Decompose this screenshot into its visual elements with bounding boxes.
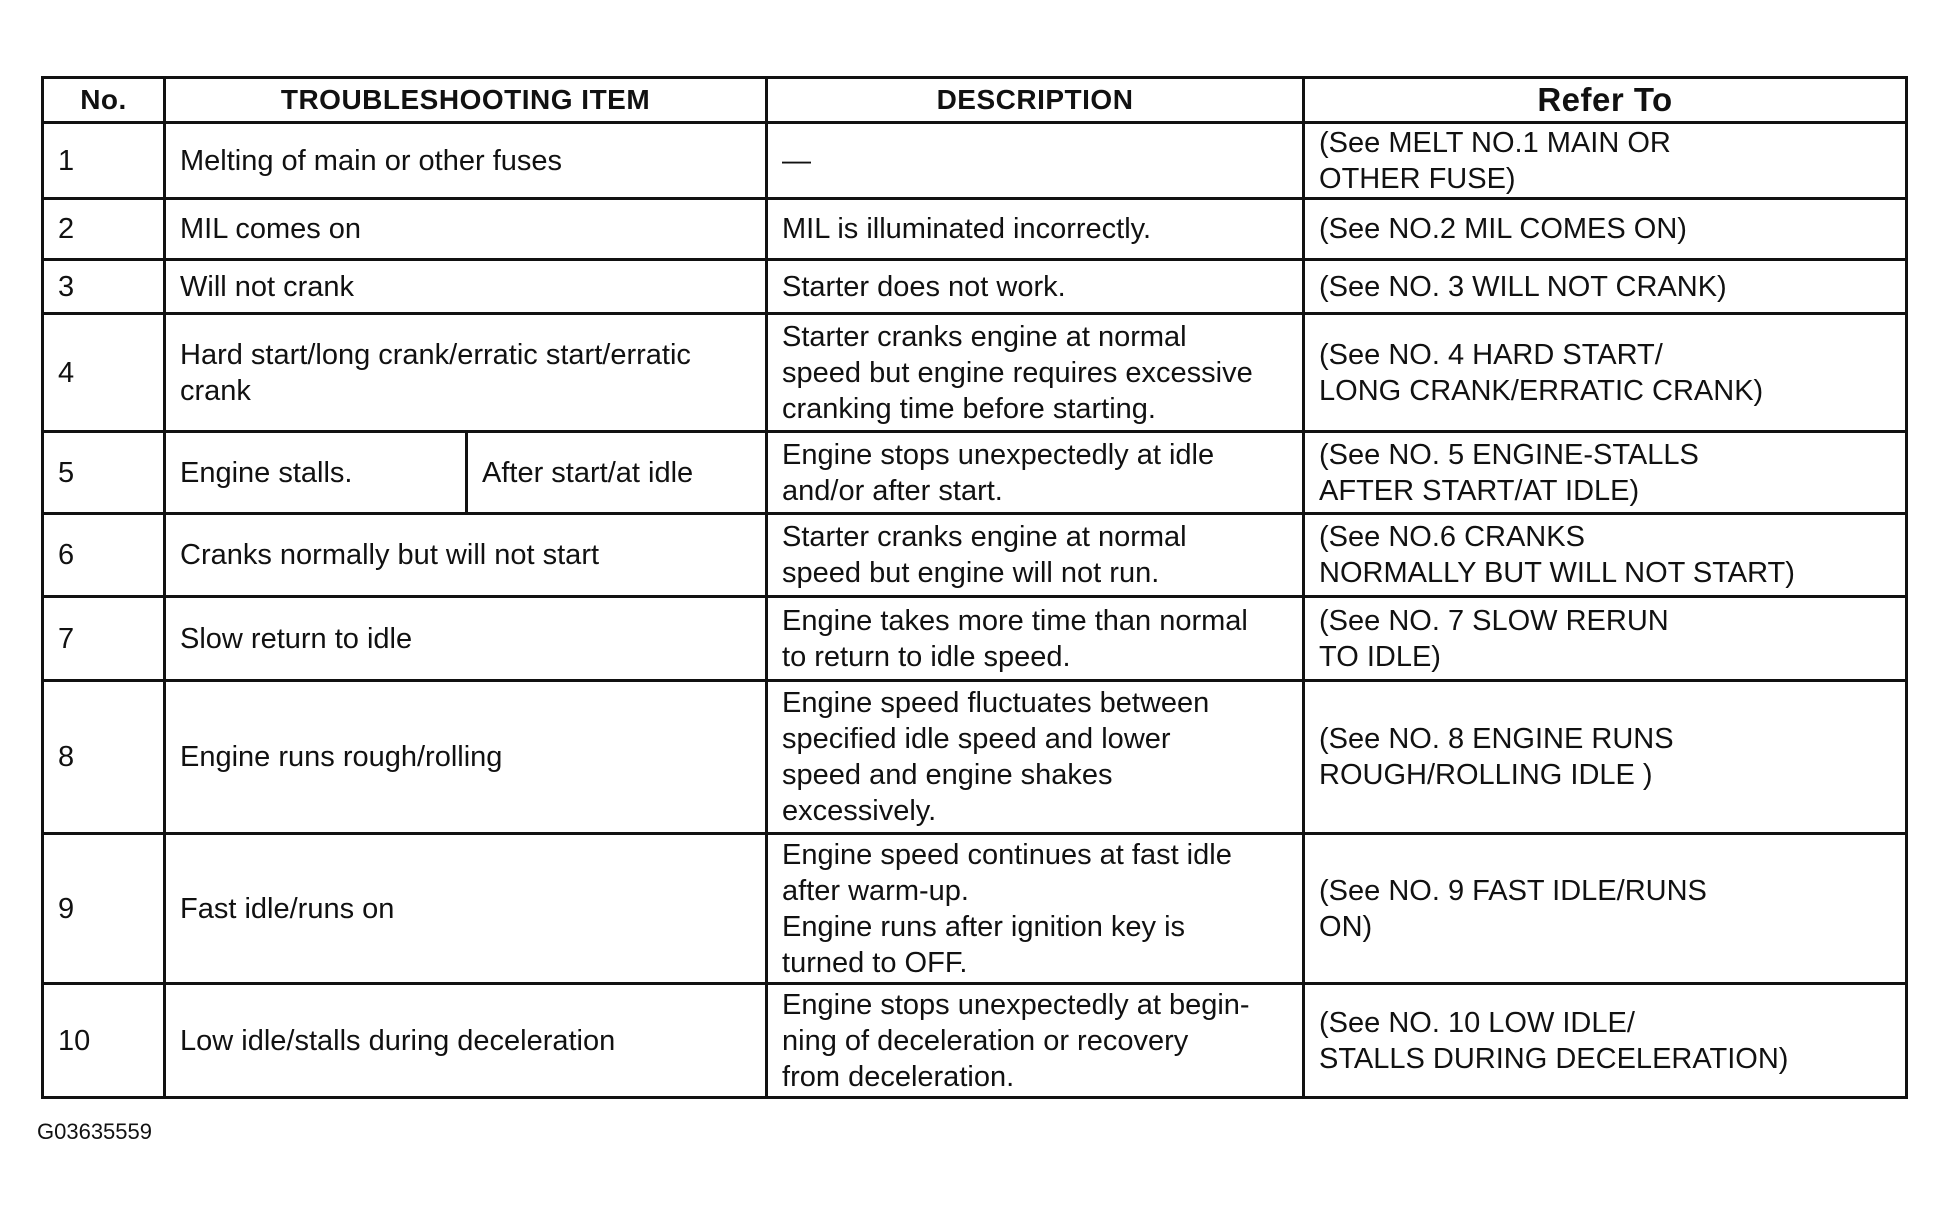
troubleshooting-item: Low idle/stalls during deceleration <box>165 984 767 1098</box>
troubleshooting-item: Will not crank <box>165 260 767 314</box>
row-number: 6 <box>43 514 165 597</box>
table-row <box>43 432 1907 514</box>
header-troubleshooting-item: TROUBLESHOOTING ITEM <box>165 78 767 123</box>
description: Engine speed continues at fast idle after warm-up. Engine runs after ignition key is turned to OFF. <box>767 834 1304 984</box>
refer-to: (See NO. 5 ENGINE-STALLS AFTER START/AT IDLE) <box>1304 432 1907 514</box>
table-row <box>43 834 1907 984</box>
table-row <box>43 984 1907 1098</box>
description: MIL is illuminated incorrectly. <box>767 199 1304 260</box>
description: Starter cranks engine at normal speed but engine will not run. <box>767 514 1304 597</box>
refer-to: (See NO. 8 ENGINE RUNS ROUGH/ROLLING IDLE ) <box>1304 681 1907 834</box>
refer-to: (See MELT NO.1 MAIN OR OTHER FUSE) <box>1304 123 1907 199</box>
refer-to: (See NO. 9 FAST IDLE/RUNS ON) <box>1304 834 1907 984</box>
header-no: No. <box>43 78 165 123</box>
row-number: 10 <box>43 984 165 1098</box>
refer-to: (See NO. 7 SLOW RERUN TO IDLE) <box>1304 597 1907 681</box>
refer-to: (See NO. 3 WILL NOT CRANK) <box>1304 260 1907 314</box>
description: Starter cranks engine at normal speed but engine requires excessive cranking time before starting. <box>767 314 1304 432</box>
header-row <box>43 78 1907 123</box>
row-number: 4 <box>43 314 165 432</box>
refer-to: (See NO. 4 HARD START/ LONG CRANK/ERRATIC CRANK) <box>1304 314 1907 432</box>
table-row <box>43 597 1907 681</box>
figure-id: G03635559 <box>37 1119 152 1144</box>
refer-to: (See NO.2 MIL COMES ON) <box>1304 199 1907 260</box>
row-number: 9 <box>43 834 165 984</box>
troubleshooting-subitem: After start/at idle <box>467 432 767 514</box>
table-row <box>43 260 1907 314</box>
row-number: 2 <box>43 199 165 260</box>
troubleshooting-item: Fast idle/runs on <box>165 834 767 984</box>
row-number: 3 <box>43 260 165 314</box>
troubleshooting-item: Melting of main or other fuses <box>165 123 767 199</box>
row-number: 7 <box>43 597 165 681</box>
table-row <box>43 681 1907 834</box>
troubleshooting-item: Slow return to idle <box>165 597 767 681</box>
description: Engine stops unexpectedly at idle and/or after start. <box>767 432 1304 514</box>
row-number: 5 <box>43 432 165 514</box>
row-number: 8 <box>43 681 165 834</box>
row-number: 1 <box>43 123 165 199</box>
description: — <box>767 123 1304 199</box>
header-description: DESCRIPTION <box>767 78 1304 123</box>
refer-to: (See NO.6 CRANKS NORMALLY BUT WILL NOT START) <box>1304 514 1907 597</box>
table-row <box>43 123 1907 199</box>
description: Engine speed fluctuates between specified idle speed and lower speed and engine shakes excessively. <box>767 681 1304 834</box>
troubleshooting-item: Engine runs rough/rolling <box>165 681 767 834</box>
troubleshooting-table <box>41 76 1908 1099</box>
description: Engine stops unexpectedly at begin- ning of deceleration or recovery from deceleration. <box>767 984 1304 1098</box>
header-refer-to: Refer To <box>1304 78 1907 123</box>
table-row <box>43 514 1907 597</box>
troubleshooting-item: MIL comes on <box>165 199 767 260</box>
refer-to: (See NO. 10 LOW IDLE/ STALLS DURING DECELERATION) <box>1304 984 1907 1098</box>
troubleshooting-item: Cranks normally but will not start <box>165 514 767 597</box>
troubleshooting-item: Engine stalls. <box>165 432 467 514</box>
description: Engine takes more time than normal to return to idle speed. <box>767 597 1304 681</box>
description: Starter does not work. <box>767 260 1304 314</box>
table-row <box>43 199 1907 260</box>
table-row <box>43 314 1907 432</box>
troubleshooting-item: Hard start/long crank/erratic start/erratic crank <box>165 314 767 432</box>
